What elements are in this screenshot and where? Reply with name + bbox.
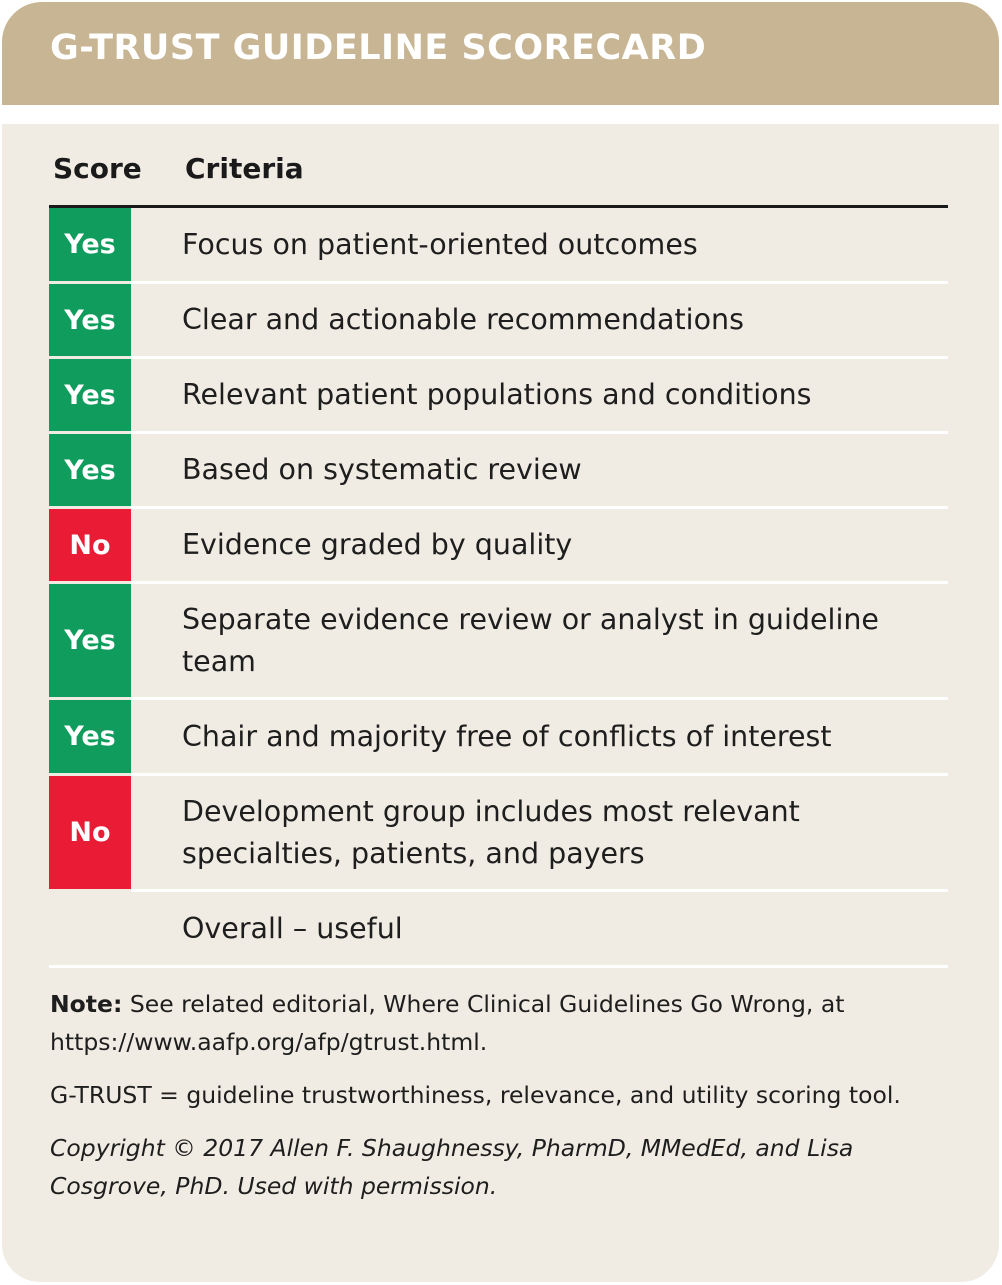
- table-row: [49, 284, 948, 359]
- score-badge: Yes: [49, 434, 131, 506]
- criteria-text: Chair and majority free of conflicts of interest: [182, 719, 832, 753]
- criteria-text: Development group includes most relevant specialties, patients, and payers: [182, 794, 800, 870]
- footnotes: [50, 985, 955, 1220]
- table-row: [49, 208, 948, 284]
- score-badge: Yes: [49, 284, 131, 356]
- table-row: [49, 509, 948, 584]
- criteria-text: Clear and actionable recommendations: [182, 303, 744, 336]
- criteria-text: Focus on patient-oriented outcomes: [182, 227, 698, 261]
- table-row: [49, 434, 948, 509]
- criteria-text: Evidence graded by quality: [182, 528, 573, 561]
- row-divider: [49, 965, 948, 968]
- column-header-criteria: Criteria: [185, 152, 304, 185]
- table-row: [49, 700, 948, 776]
- score-badge: Yes: [49, 359, 131, 431]
- table-row-overall: [49, 892, 948, 968]
- score-badge: No: [49, 509, 131, 581]
- score-badge: [49, 892, 131, 965]
- definition-paragraph: G-TRUST = guideline trustworthiness, relevance, and utility scoring tool.: [50, 1081, 901, 1109]
- criteria-text: Based on systematic review: [182, 453, 582, 486]
- table-row: [49, 584, 948, 700]
- score-badge: Yes: [49, 584, 131, 697]
- note-label: Note:: [50, 990, 123, 1018]
- note-paragraph: [50, 985, 955, 1061]
- criteria-text: Separate evidence review or analyst in guideline team: [182, 602, 879, 678]
- criteria-text: Relevant patient populations and conditions: [182, 378, 812, 411]
- score-badge: Yes: [49, 700, 131, 773]
- score-badge: Yes: [49, 208, 131, 281]
- column-header-score: Score: [53, 152, 142, 185]
- note-text: See related editorial, Where Clinical Guidelines Go Wrong, at https://www.aafp.org/afp/gtrust.html.: [50, 990, 845, 1056]
- scorecard-title: G-TRUST GUIDELINE SCORECARD: [50, 28, 707, 68]
- score-badge: No: [49, 776, 131, 889]
- table-row: [49, 359, 948, 434]
- overall-text: Overall – useful: [182, 911, 403, 945]
- copyright-paragraph: Copyright © 2017 Allen F. Shaughnessy, PharmD, MMedEd, and Lisa Cosgrove, PhD. Used with permission.: [50, 1134, 854, 1200]
- table-row: [49, 776, 948, 892]
